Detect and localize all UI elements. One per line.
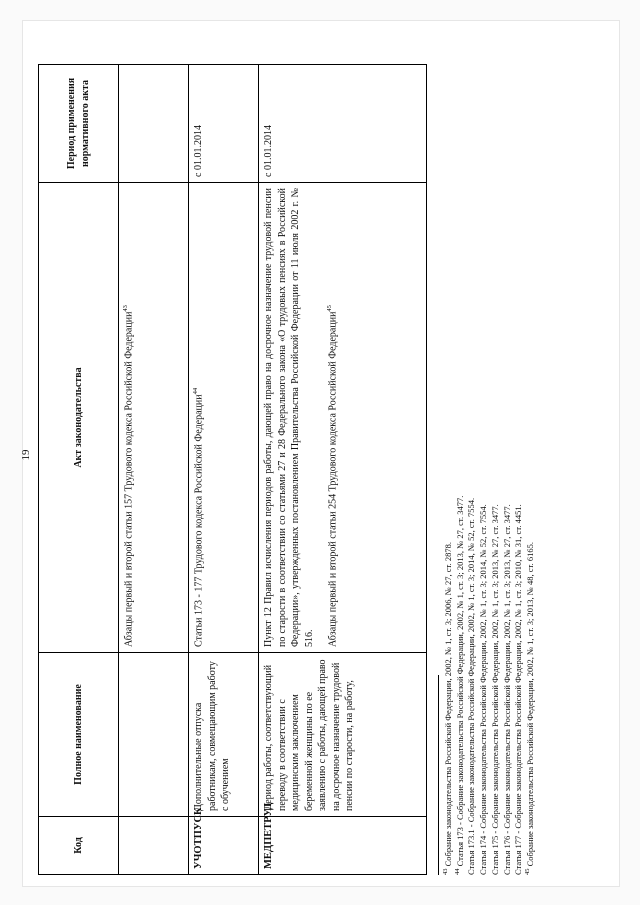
footnote <box>465 65 477 875</box>
footnote <box>489 65 501 875</box>
table-header-row <box>39 65 119 875</box>
act-paragraph <box>262 188 316 647</box>
cell-code <box>119 817 189 875</box>
footnote-text: Собрание законодательства Российской Федерации, 2002, № 1, ст. 3; 2013, № 48, ст. 6165. <box>524 542 535 867</box>
act-paragraph <box>326 188 340 647</box>
footnote-text: Статья 176 - Собрание законодательства Российской Федерации, 2002, № 1, ст. 3; 2013, № 27, ст. 3477. <box>501 504 512 875</box>
header-name: Полное наименование <box>39 653 119 817</box>
footnote-text: Статья 177 - Собрание законодательства Российской Федерации, 2002, № 1, ст. 3; 2010, № 31, ст. 4451. <box>513 504 524 875</box>
table-row <box>259 65 427 875</box>
cell-act <box>189 183 259 653</box>
footnote-mark: 44 <box>453 868 461 875</box>
footnote-ref: 44 <box>192 387 199 395</box>
cell-name: Дополнительные отпуска работникам, совмещающим работу с обучением <box>189 653 259 817</box>
footnotes <box>438 65 536 875</box>
cell-period <box>119 65 189 183</box>
page-number: 19 <box>20 449 32 461</box>
footnote <box>501 65 513 875</box>
footnote-text: Собрание законодательства Российской Федерации, 2002, № 1, ст. 3; 2006, № 27, ст. 2878. <box>442 542 453 867</box>
act-text: Абзацы первый и второй статьи 157 Трудового кодекса Российской Федерации <box>123 311 135 647</box>
footnote-separator <box>438 675 439 875</box>
footnote <box>512 65 524 875</box>
act-text: Статьи 173 - 177 Трудового кодекса Российской Федерации <box>193 394 205 647</box>
rotated-page-content <box>20 35 600 875</box>
footnote <box>477 65 489 875</box>
footnote <box>524 65 536 875</box>
act-text: Пункт 12 Правил исчисления периодов работы, дающей право на досрочное назначение трудовой пенсии по старости в соответствии со статьями 27 и 28 Федерального закона «О трудовых пенсиях в Российской Федерации», утвержденных постановлением Правительства Российской Федерации от 11 июля 2002 г. № 516. <box>263 188 315 647</box>
cell-act <box>259 183 427 653</box>
act-extra-text: Абзацы первый и второй статьи 254 Трудового кодекса Российской Федерации <box>327 311 339 647</box>
footnote-ref: 43 <box>122 305 129 312</box>
footnote-text: Статья 174 - Собрание законодательства Российской Федерации, 2002, № 1, ст. 3; 2014, № 52, ст. 7554. <box>477 504 488 875</box>
footnote-mark: 45 <box>523 868 531 875</box>
cell-act <box>119 183 189 653</box>
cell-period: с 01.01.2014 <box>189 65 259 183</box>
cell-period: с 01.01.2014 <box>259 65 427 183</box>
cell-name: Период работы, соответствующий переводу в соответствии с медицинским заключением беременной женщины по ее заявлению с работы, дающей право на досрочное назначение трудовой пенсии по старости, на работу, <box>259 653 427 817</box>
footnote-mark: 43 <box>442 868 449 875</box>
table-row <box>189 65 259 875</box>
cell-code: МЕДПЕТРУД <box>259 817 427 875</box>
table-row <box>119 65 189 875</box>
cell-code: УЧОТПУСК <box>189 817 259 875</box>
footnote-text: Статья 175 - Собрание законодательства Российской Федерации, 2002, № 1, ст. 3; 2013, № 27, ст. 3477. <box>489 504 500 875</box>
cell-name <box>119 653 189 817</box>
footnote <box>442 65 454 875</box>
footnote-text: Статья 173 - Собрание законодательства Российской Федерации, 2002, № 1, ст. 3; 2013, № 27, ст. 3477. <box>454 495 465 867</box>
legislation-table <box>38 64 427 875</box>
footnote <box>454 65 466 875</box>
header-code: Код <box>39 817 119 875</box>
footnote-text: Статья 173.1 - Собрание законодательства Российской Федерации, 2002, № 1, ст. 3; 2014, № 52, ст. 7554. <box>466 497 477 875</box>
header-period: Период применения нормативного акта <box>39 65 119 183</box>
header-act: Акт законодательства <box>39 183 119 653</box>
footnote-ref: 45 <box>326 305 333 312</box>
